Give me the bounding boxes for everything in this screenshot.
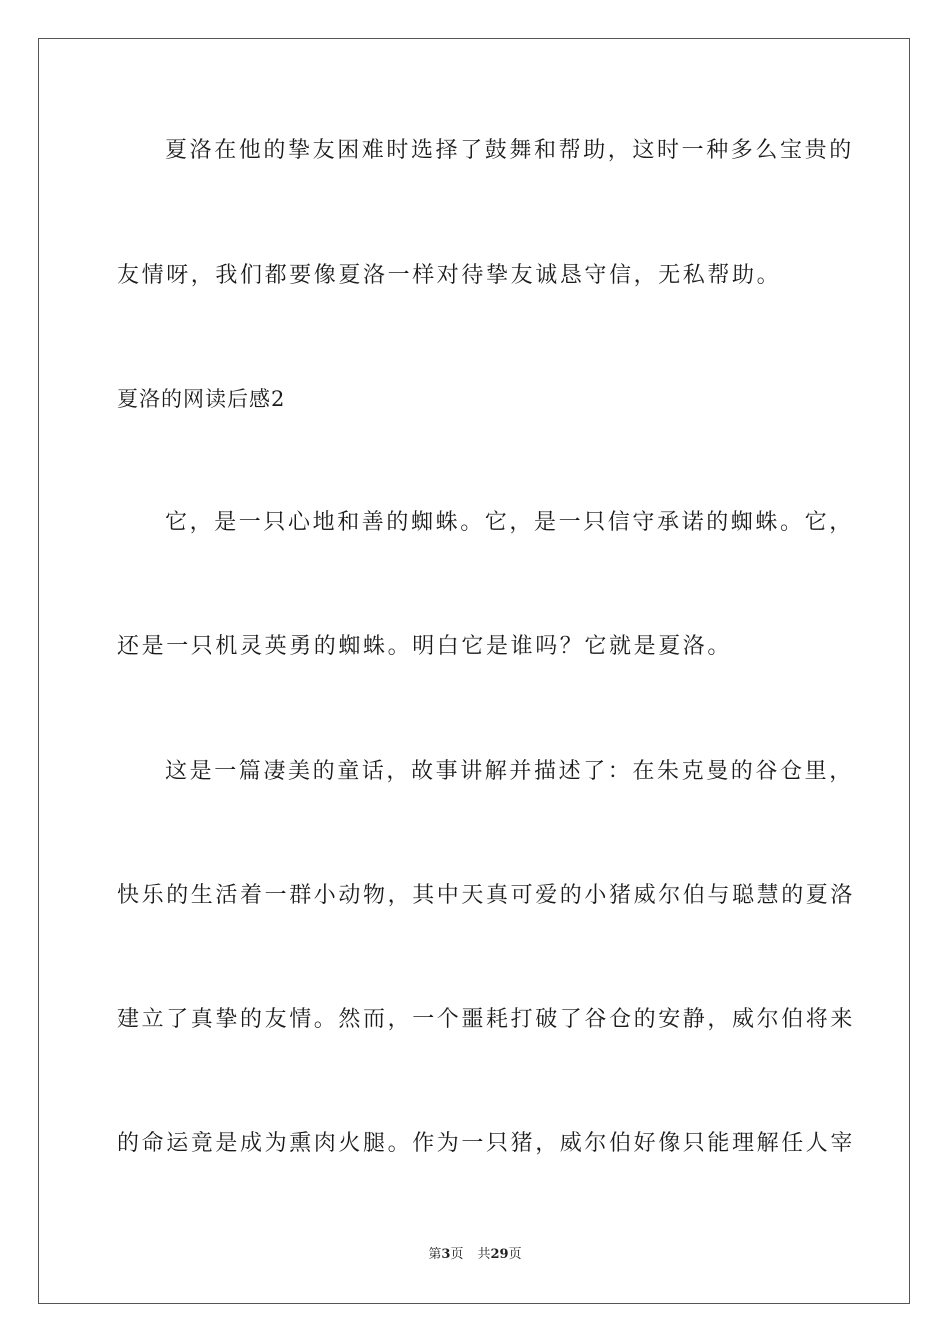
footer-page-prefix: 第 [428, 1247, 442, 1262]
footer-total-suffix: 页 [508, 1247, 522, 1262]
page-footer [0, 1246, 950, 1264]
paragraph-3-line-1: 这是一篇凄美的童话，故事讲解并描述了：在朱克曼的谷仓里， [165, 759, 854, 784]
footer-total-pages: 29 [490, 1247, 509, 1262]
footer-total-prefix: 共 [477, 1247, 491, 1262]
paragraph-2-line-2: 还是一只机灵英勇的蜘蛛。明白它是谁吗？它就是夏洛。 [117, 634, 733, 659]
footer-page-suffix: 页 [450, 1247, 464, 1262]
paragraph-1-line-1: 夏洛在他的挚友困难时选择了鼓舞和帮助，这时一种多么宝贵的 [165, 138, 854, 163]
footer-page-number: 3 [441, 1247, 451, 1262]
paragraph-2-line-1: 它，是一只心地和善的蜘蛛。它，是一只信守承诺的蜘蛛。它， [165, 510, 854, 535]
paragraph-3-line-4: 的命运竟是成为熏肉火腿。作为一只猪，威尔伯好像只能理解任人宰 [117, 1131, 856, 1156]
paragraph-3-line-2: 快乐的生活着一群小动物，其中天真可爱的小猪威尔伯与聪慧的夏洛 [117, 883, 856, 908]
paragraph-1-line-2: 友情呀，我们都要像夏洛一样对待挚友诚恳守信，无私帮助。 [117, 263, 782, 288]
paragraph-3-line-3: 建立了真挚的友情。然而，一个噩耗打破了谷仓的安静，威尔伯将来 [117, 1007, 856, 1032]
section-heading: 夏洛的网读后感2 [117, 387, 286, 411]
page-border [38, 38, 910, 1304]
